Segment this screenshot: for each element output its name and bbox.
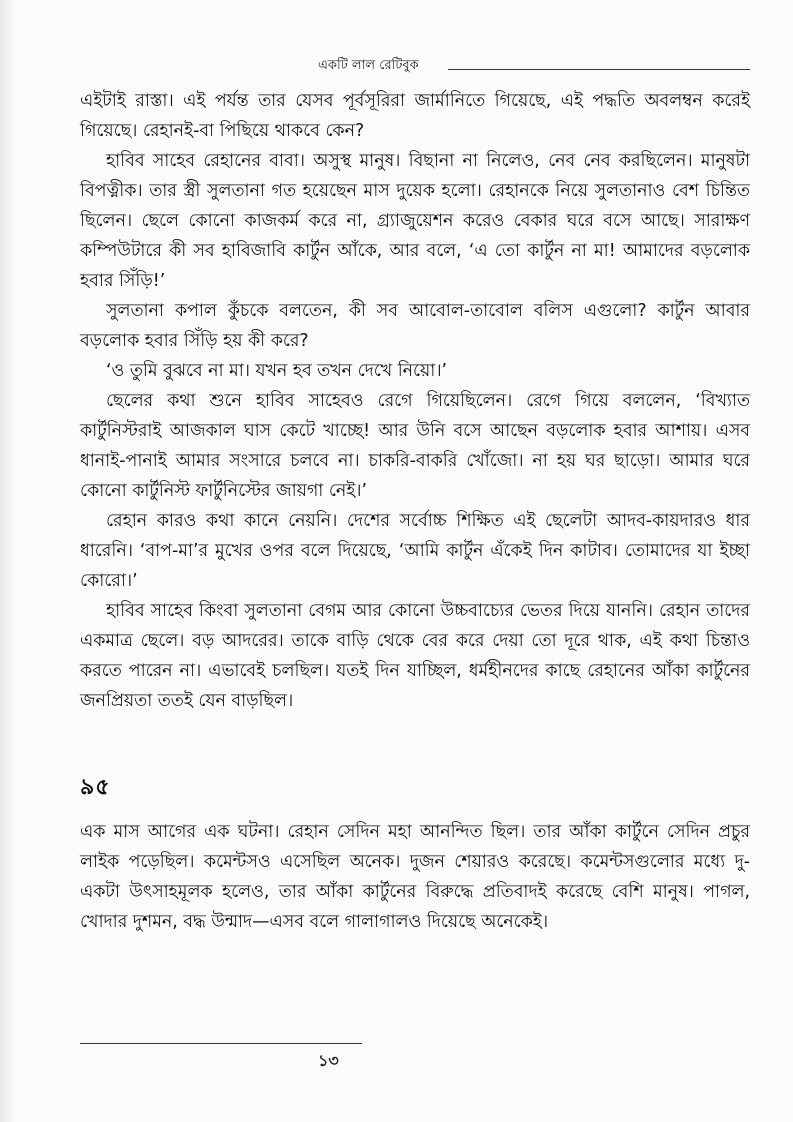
main-text <box>80 86 750 716</box>
header-rule <box>448 69 750 70</box>
section-number: ৯৫ <box>80 775 111 800</box>
paragraph-6: রেহান কারও কথা কানে নেয়নি। দেশের সর্বোচ্চ শিক্ষিত এই ছেলেটা আদব-কায়দারও ধার ধারেনি। ‘বাপ-মা’র মুখের ওপর বলে দিয়েছে, ‘আমি কার্টুন এঁকেই দিন কাটাব। তোমাদের যা ইচ্ছা কোরো।’ <box>80 511 750 591</box>
section-text <box>80 817 750 937</box>
footer-rule <box>80 1043 362 1044</box>
paragraph-1: এইটাই রাস্তা। এই পর্যন্ত তার যেসব পূর্বসূরিরা জার্মানিতে গিয়েছে, এই পদ্ধতি অবলম্বন করেই গিয়েছে। রেহানই-বা পিছিয়ে থাকবে কেন? <box>80 91 750 141</box>
section-paragraph: এক মাস আগের এক ঘটনা। রেহান সেদিন মহা আনন্দিত ছিল। তার আঁকা কার্টুনে সেদিন প্রচুর লাইক পড়েছিল। কমেন্টসও এসেছিল অনেক। দুজন শেয়ারও করেছে। কমেন্টসগুলোর মধ্যে দু-একটা উৎসাহমূলক হলেও, তার আঁকা কার্টুনের বিরুদ্ধে প্রতিবাদই করেছে বেশি মানুষ। পাগল, খোদার দুশমন, বদ্ধ উন্মাদ—এসব বলে গালাগালও দিয়েছে অনেকেই। <box>80 822 750 932</box>
paragraph-5: ছেলের কথা শুনে হাবিব সাহেবও রেগে গিয়েছিলেন। রেগে গিয়ে বললেন, ‘বিখ্যাত কার্টুনিস্টরাই আজকাল ঘাস কেটে খাচ্ছে! আর উনি বসে আছেন বড়লোক হবার আশায়। এসব ধানাই-পানাই আমার সংসারে চলবে না। চাকরি-বাকরি খোঁজো। না হয় ঘর ছাড়ো। আমার ঘরে কোনো কার্টুনিস্ট ফার্টুনিস্টের জায়গা নেই।’ <box>80 391 750 501</box>
paragraph-7: হাবিব সাহেব কিংবা সুলতানা বেগম আর কোনো উচ্চবাচ্যের ভেতর দিয়ে যাননি। রেহান তাদের একমাত্র ছেলে। বড় আদরের। তাকে বাড়ি থেকে বের করে দেয়া তো দূরে থাক, এই কথা চিন্তাও করতে পারেন না। এভাবেই চলছিল। যতই দিন যাচ্ছিল, ধর্মহীনদের কাছে রেহানের আঁকা কার্টুনের জনপ্রিয়তা ততই যেন বাড়ছিল। <box>80 601 750 711</box>
page-number: ১৩ <box>318 1051 339 1070</box>
paragraph-4: ‘ও তুমি বুঝবে না মা। যখন হব তখন দেখে নিয়ো।’ <box>106 361 448 381</box>
paragraph-2: হাবিব সাহেব রেহানের বাবা। অসুস্থ মানুষ। বিছানা না নিলেও, নেব নেব করছিলেন। মানুষটা বিপত্নীক। তার স্ত্রী সুলতানা গত হয়েছেন মাস দুয়েক হলো। রেহানকে নিয়ে সুলতানাও বেশ চিন্তিত ছিলেন। ছেলে কোনো কাজকর্ম করে না, গ্র্যাজুয়েশন করেও বেকার ঘরে বসে আছে। সারাক্ষণ কম্পিউটারে কী সব হাবিজাবি কার্টুন আঁকে, আর বলে, ‘এ তো কার্টুন না মা! আমাদের বড়লোক হবার সিঁড়ি!’ <box>80 151 750 291</box>
paragraph-3: সুলতানা কপাল কুঁচকে বলতেন, কী সব আবোল-তাবোল বলিস এগুলো? কার্টুন আবার বড়লোক হবার সিঁড়ি হয় কী করে? <box>80 301 750 351</box>
page-gutter-shadow <box>0 0 14 1122</box>
running-title: একটি লাল রেটিবুক <box>318 58 419 73</box>
